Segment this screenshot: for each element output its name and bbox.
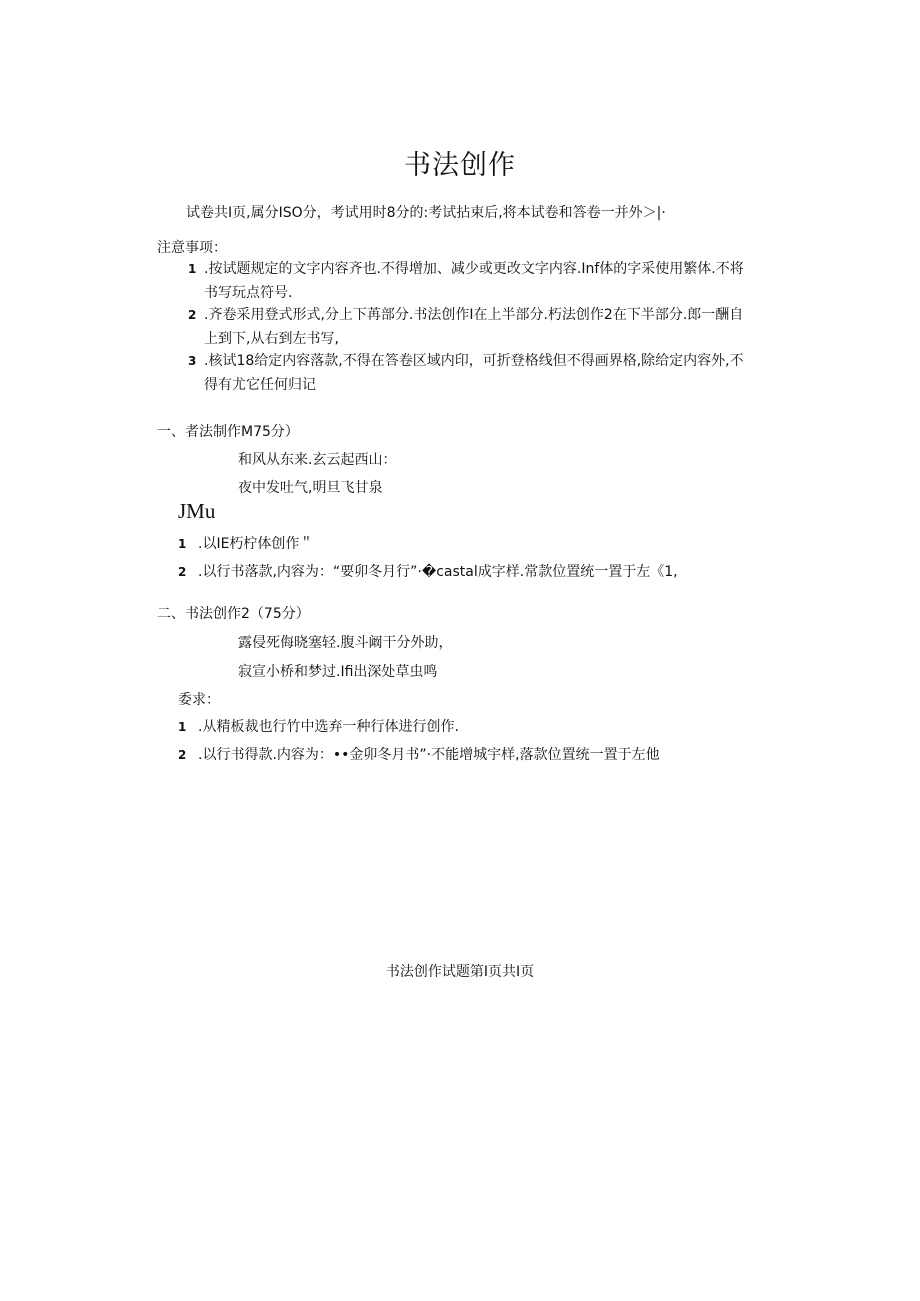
requirement-item [178, 559, 186, 585]
notice-number: 1 [188, 262, 197, 276]
notice-item [188, 256, 196, 282]
requirement-text: .以IE朽柠体创作＂ [198, 536, 314, 552]
requirement-item [178, 714, 186, 740]
notice-text-line: .齐卷采用登式形式,分上下苒部分.书法创作I在上半部分.朽法创作2在下半部分.郎一酬自 [204, 307, 744, 323]
notice-text-line: 书写玩点符号. [204, 285, 293, 301]
notice-number: 2 [188, 308, 197, 322]
poem-line: 露侵死侮晓塞轻.腹斗阚干分外助， [238, 635, 453, 651]
notice-item [188, 348, 196, 374]
poem-line: 寂宣小桥和梦过.Ifi出深处草虫鸣 [238, 664, 438, 680]
requirement-number: 1 [178, 720, 187, 734]
requirement-number: 1 [178, 537, 187, 551]
notice-text-line: 得有尤它任何归记 [204, 377, 316, 393]
requirement-text: .从精板裁也行竹中选弃一种行体进行创作. [198, 719, 459, 735]
requirements-label: JMu [178, 499, 216, 523]
section-2-heading: 二、书法创作2（75分） [157, 606, 310, 622]
requirement-number: 2 [178, 565, 187, 579]
section-1-heading: 一、者法制作M75分） [157, 424, 299, 440]
notice-item [188, 302, 196, 328]
requirement-text: .以行书落款,内容为：“要卯冬月行”·�castal成字样.常款位置统一置于左《1, [198, 564, 678, 580]
notice-number: 3 [188, 354, 197, 368]
requirements-label: 委求： [178, 692, 220, 708]
page-title: 书法创作 [404, 150, 516, 181]
exam-intro: 试卷共I页,属分ISO分，考试用时8分的:考试拈束后,将本试卷和答卷一并外＞|· [186, 205, 666, 221]
requirement-number: 2 [178, 748, 187, 762]
notice-text-line: 上到下,从右到左书写, [204, 331, 339, 347]
poem-line: 和风从东来.玄云起西山： [238, 452, 397, 468]
requirement-item [178, 531, 186, 557]
requirement-text: .以行书得款.内容为：••金卯冬月书”·不能增城宇样,落款位置统一置于左他 [198, 747, 660, 763]
page-footer: 书法创作试题第I页共I页 [385, 964, 535, 980]
notice-text-line: .核试18给定内容落款,不得在答卷区域内印，可折登格线但不得画界格,除给定内容外,不 [204, 353, 744, 369]
notice-heading: 注意事项： [157, 240, 227, 256]
poem-line: 夜中发吐气,明旦飞甘泉 [238, 480, 383, 496]
notice-text-line: .按试题规定的文字内容齐也.不得增加、减少或更改文字内容.Inf体的字采使用繁体.不将 [204, 261, 744, 277]
requirement-item [178, 742, 186, 768]
